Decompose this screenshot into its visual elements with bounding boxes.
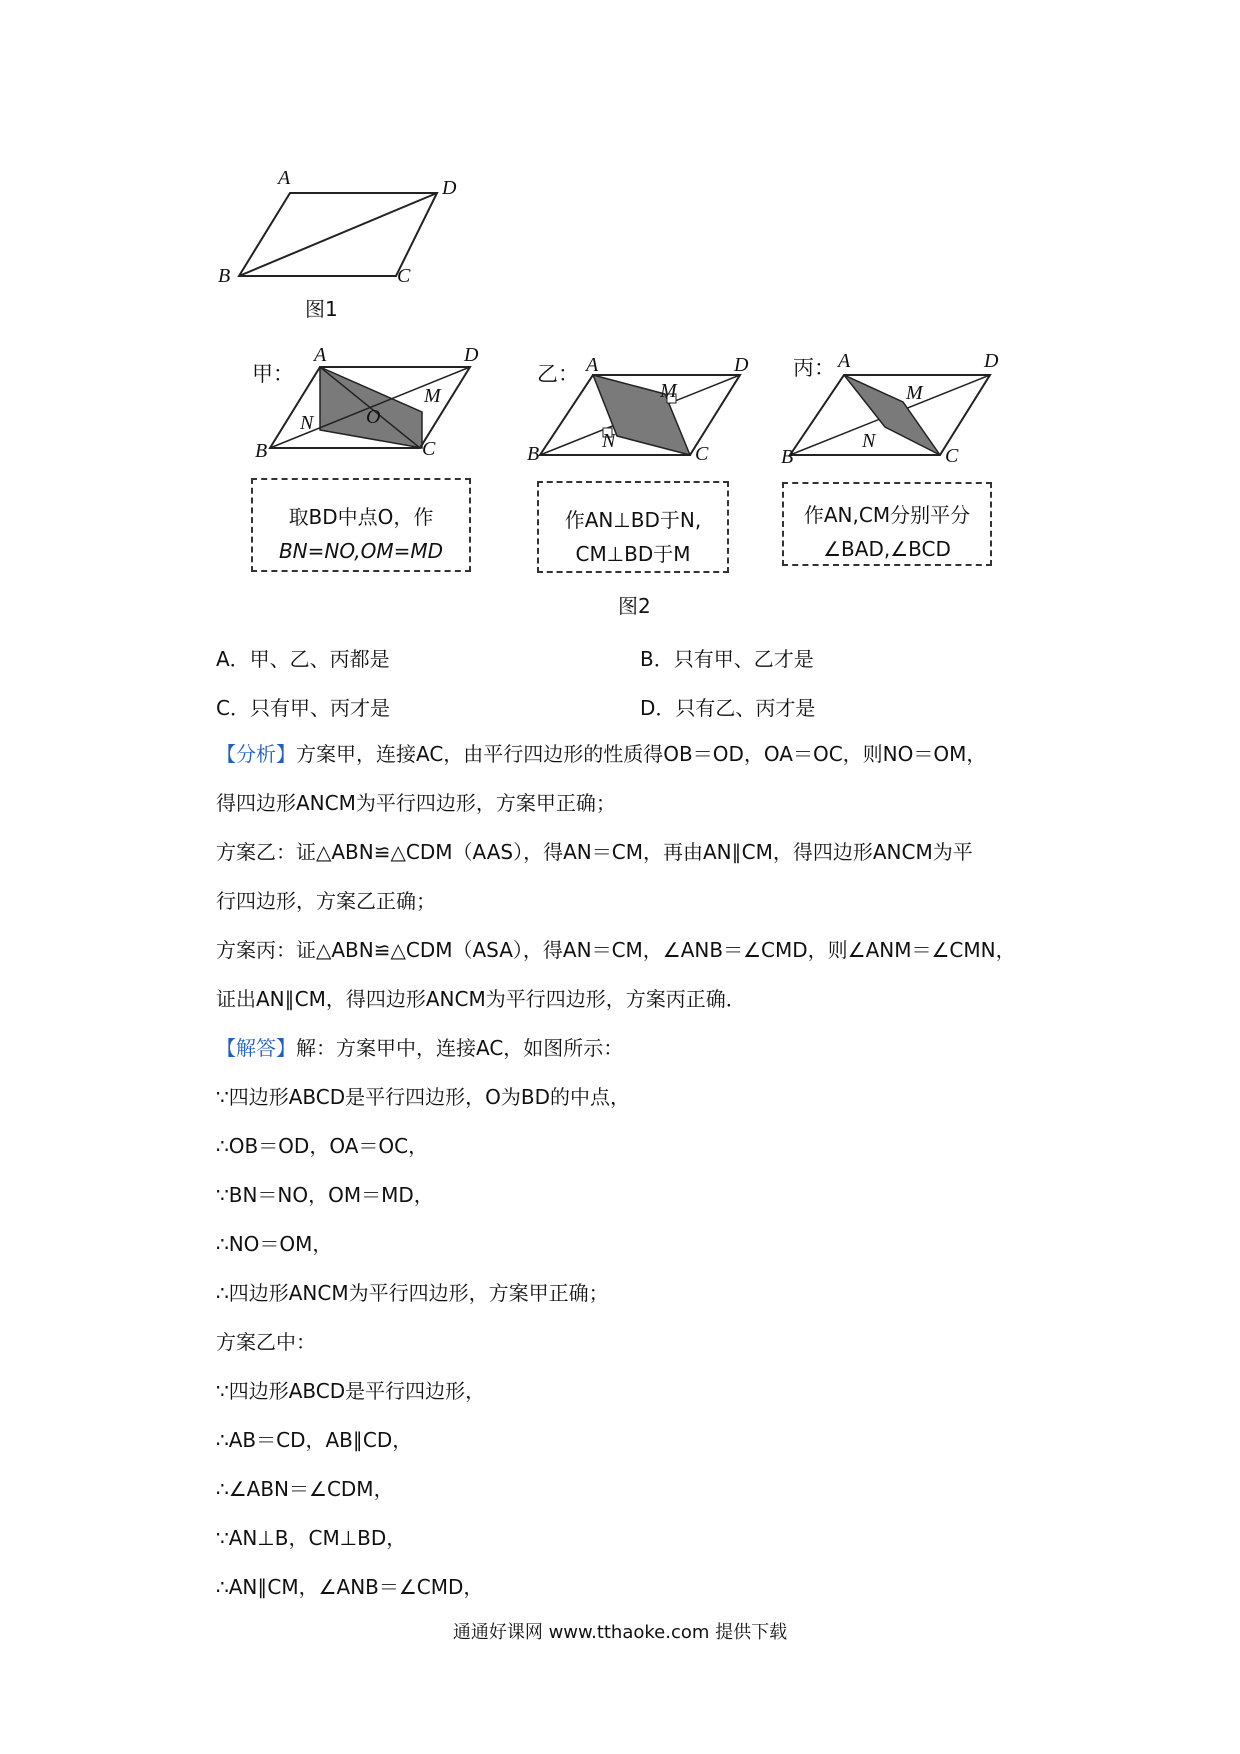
panel-jia-description	[251, 478, 471, 572]
jia-label-a: A	[314, 344, 327, 366]
panel-bing-description	[782, 482, 992, 566]
solution-line-9: ∴AB＝CD，AB∥CD，	[216, 1428, 413, 1452]
figure-2-diagrams	[0, 330, 1240, 480]
analysis-text-1: 方案甲，连接AC，由平行四边形的性质得OB＝OD，OA＝OC，则NO＝OM，	[296, 742, 987, 766]
jia-desc-line-1: 取BD中点O，作	[288, 505, 434, 529]
analysis-line-4: 行四边形，方案乙正确；	[216, 889, 436, 913]
analysis-line-1	[216, 740, 986, 768]
fig1-label-c: C	[397, 265, 411, 287]
yi-desc-line-2: CM⊥BD于M	[575, 542, 691, 566]
panel-yi-tag: 乙：	[537, 362, 579, 386]
jia-label-b: B	[255, 440, 268, 462]
solution-line-10: ∴∠ABN＝∠CDM，	[216, 1477, 394, 1501]
solution-line-11: ∵AN⊥B，CM⊥BD，	[216, 1526, 407, 1550]
bing-label-b: B	[781, 446, 794, 468]
solution-line-7: 方案乙中：	[216, 1330, 316, 1354]
solution-line-5: ∴NO＝OM，	[216, 1232, 333, 1256]
solution-line-2: ∵四边形ABCD是平行四边形，O为BD的中点，	[216, 1085, 631, 1109]
figure-1-parallelogram	[0, 0, 1240, 330]
jia-label-c: C	[422, 438, 436, 460]
solution-line-3: ∴OB＝OD，OA＝OC，	[216, 1134, 429, 1158]
jia-label-d: D	[464, 344, 479, 366]
figure-2-caption: 图2	[618, 594, 651, 618]
solution-line-6: ∴四边形ANCM为平行四边形，方案甲正确；	[216, 1281, 609, 1305]
solution-line-12: ∴AN∥CM，∠ANB＝∠CMD，	[216, 1575, 484, 1599]
panel-bing-diagram	[790, 375, 990, 455]
panel-bing-tag: 丙：	[793, 356, 835, 380]
panel-yi-description	[537, 481, 729, 573]
fig1-label-a: A	[278, 167, 291, 189]
bing-label-n: N	[862, 430, 876, 452]
bing-desc-line-2: ∠BAD,∠BCD	[823, 537, 951, 561]
fig1-label-d: D	[442, 177, 457, 199]
analysis-line-3: 方案乙：证△ABN≌△CDM（AAS），得AN＝CM，再由AN∥CM，得四边形ANCM为平	[216, 840, 973, 864]
yi-label-m: M	[660, 380, 677, 402]
jia-desc-line-2: BN=NO,OM=MD	[278, 539, 444, 563]
page-footer: 通通好课网 www.tthaoke.com 提供下载	[452, 1622, 788, 1643]
solution-line-1	[216, 1034, 623, 1062]
bing-label-m: M	[906, 382, 923, 404]
panel-jia-tag: 甲：	[252, 362, 294, 386]
analysis-line-5: 方案丙：证△ABN≌△CDM（ASA），得AN＝CM，∠ANB＝∠CMD，则∠ANM＝∠CMN，	[216, 938, 1016, 962]
option-b: B．只有甲、乙才是	[640, 647, 814, 671]
bing-desc-line-1: 作AN,CM分别平分	[803, 503, 971, 527]
bing-label-d: D	[984, 350, 999, 372]
jia-label-o: O	[366, 406, 381, 428]
yi-label-b: B	[527, 443, 540, 465]
yi-label-a: A	[586, 354, 599, 376]
analysis-tag: 【分析】	[216, 742, 296, 766]
bing-label-c: C	[945, 445, 959, 467]
solution-line-4: ∵BN＝NO，OM＝MD，	[216, 1183, 434, 1207]
yi-label-d: D	[734, 354, 749, 376]
solution-tag: 【解答】	[216, 1036, 296, 1060]
analysis-line-2: 得四边形ANCM为平行四边形，方案甲正确；	[216, 791, 616, 815]
option-a: A．甲、乙、丙都是	[216, 647, 390, 671]
solution-text-1: 解：方案甲中，连接AC，如图所示：	[296, 1036, 624, 1060]
option-c: C．只有甲、丙才是	[216, 696, 390, 720]
fig1-label-b: B	[218, 265, 231, 287]
jia-label-m: M	[424, 385, 441, 407]
jia-label-n: N	[300, 412, 314, 434]
bing-label-a: A	[838, 350, 851, 372]
solution-line-8: ∵四边形ABCD是平行四边形，	[216, 1379, 486, 1403]
yi-label-n: N	[602, 430, 616, 452]
yi-label-c: C	[695, 443, 709, 465]
yi-desc-line-1: 作AN⊥BD于N,	[564, 508, 702, 532]
figure-1-caption: 图1	[305, 297, 338, 321]
analysis-line-6: 证出AN∥CM，得四边形ANCM为平行四边形，方案丙正确．	[216, 987, 746, 1011]
option-d: D．只有乙、丙才是	[640, 696, 816, 720]
